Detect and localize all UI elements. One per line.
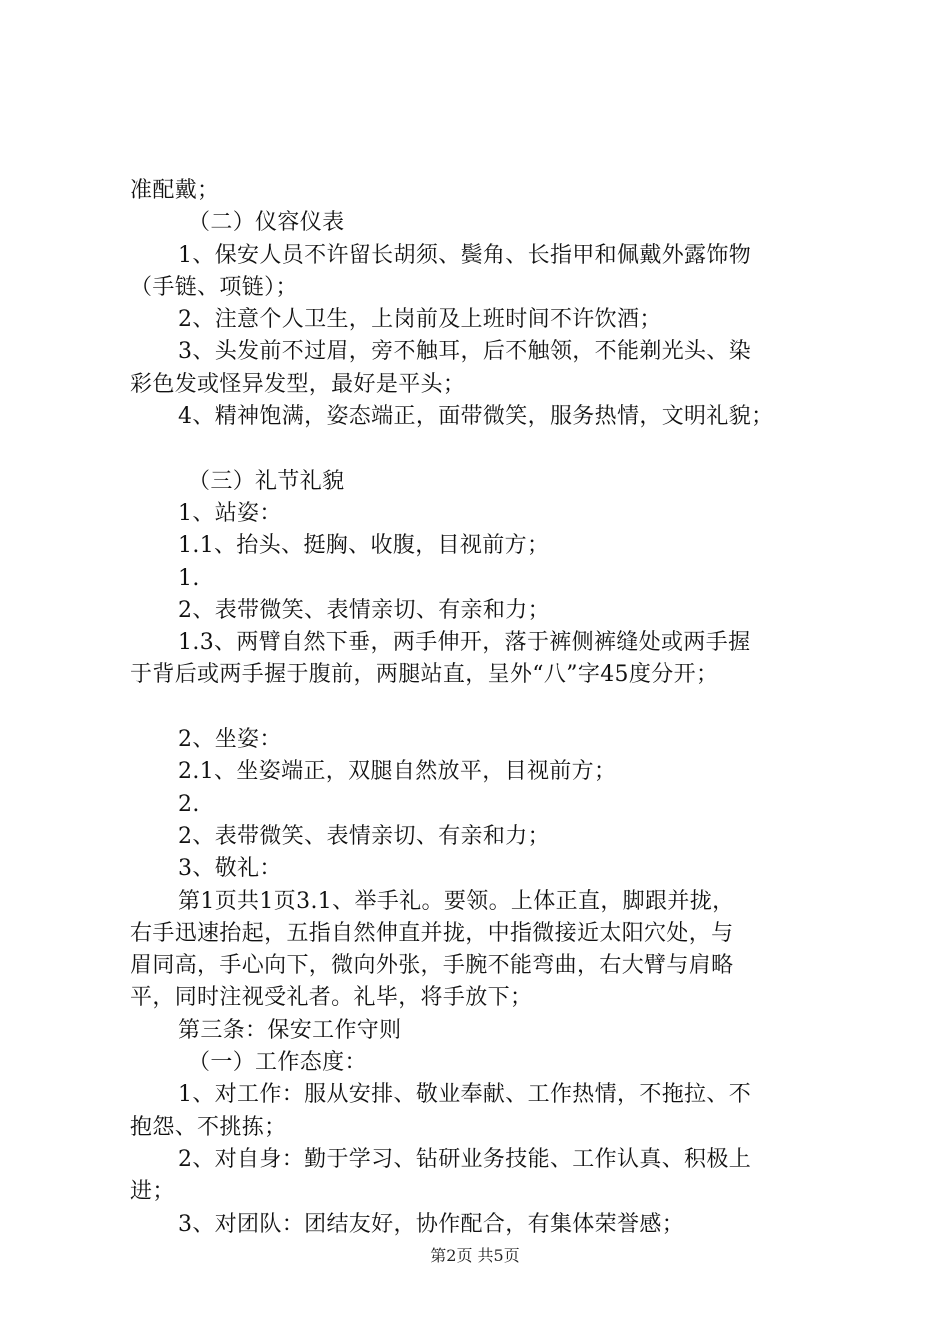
text-line: （三）礼节礼貌: [188, 468, 345, 494]
text-line: 1.3、两臂自然下垂，两手伸开，落于裤侧裤缝处或两手握: [178, 630, 751, 656]
text-line: 2、表带微笑、表情亲切、有亲和力；: [178, 597, 550, 623]
text-line: 1、对工作：服从安排、敬业奉献、工作热情，不拖拉、不: [178, 1082, 752, 1108]
text-line: 右手迅速抬起，五指自然伸直并拢，中指微接近太阳穴处，与: [130, 920, 734, 946]
text-line: 3、头发前不过眉，旁不触耳，后不触领，不能剃光头、染: [178, 339, 752, 365]
text-line: （手链、项链）；: [130, 274, 298, 300]
document-body: [130, 175, 840, 1241]
text-line: 抱怨、不挑拣；: [130, 1114, 287, 1140]
text-line: 眉同高，手心向下，微向外张，手腕不能弯曲，右大臂与肩略: [130, 953, 734, 979]
blank-line: [130, 692, 840, 724]
text-line: 平，同时注视受礼者。礼毕，将手放下；: [130, 985, 533, 1011]
text-line: 1、保安人员不许留长胡须、鬓角、长指甲和佩戴外露饰物: [178, 242, 752, 268]
text-line: 进；: [130, 1179, 175, 1205]
page-footer: 第2页 共5页: [430, 1246, 520, 1265]
text-line: 2、坐姿：: [178, 727, 282, 753]
text-line: 2.: [178, 791, 200, 817]
text-line: 3、对团队：团结友好，协作配合，有集体荣誉感；: [178, 1211, 685, 1237]
text-line: 2、表带微笑、表情亲切、有亲和力；: [178, 823, 550, 849]
text-line: 1.: [178, 565, 200, 591]
text-line: 1、站姿：: [178, 500, 282, 526]
text-line: 2、注意个人卫生，上岗前及上班时间不许饮酒；: [178, 307, 662, 333]
text-line: 2、对自身：勤于学习、钻研业务技能、工作认真、积极上: [178, 1146, 752, 1172]
text-line: 1.1、抬头、挺胸、收腹，目视前方；: [178, 533, 550, 559]
text-line: 3、敬礼：: [178, 856, 282, 882]
text-line: 2.1、坐姿端正，双腿自然放平，目视前方；: [178, 759, 617, 785]
blank-line: [130, 433, 840, 465]
text-line: 彩色发或怪异发型，最好是平头；: [130, 371, 466, 397]
text-line: 第三条：保安工作守则: [178, 1017, 402, 1043]
text-line: 第1页共1页3.1、举手礼。要领。上体正直，脚跟并拢，: [178, 888, 735, 914]
text-line: 4、精神饱满，姿态端正，面带微笑，服务热情，文明礼貌；: [178, 404, 774, 430]
text-line: 于背后或两手握于腹前，两腿站直，呈外“八”字45度分开；: [130, 662, 719, 688]
text-line: 准配戴；: [130, 178, 220, 203]
text-line: （二）仪容仪表: [188, 210, 345, 236]
text-line: （一）工作态度：: [188, 1050, 367, 1076]
